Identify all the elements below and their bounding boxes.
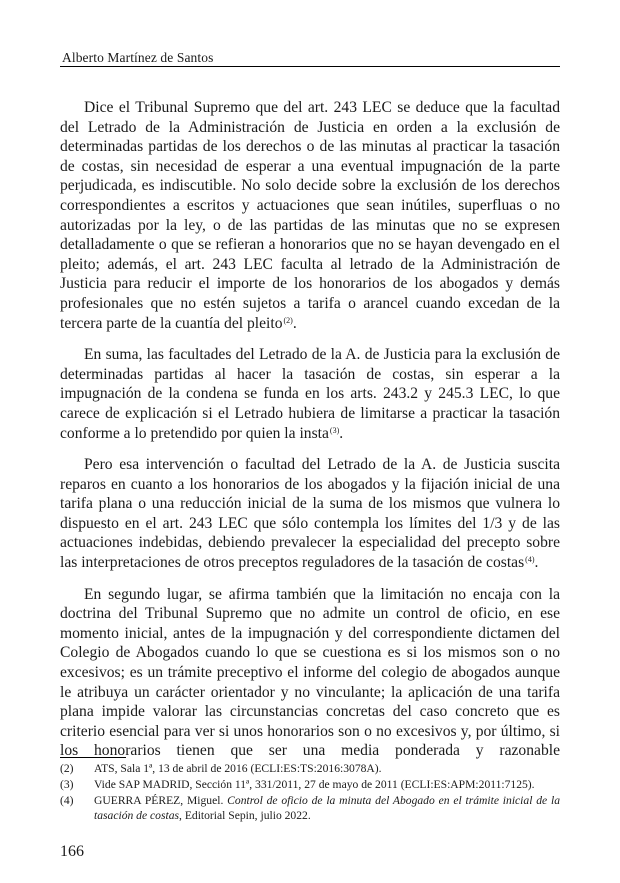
main-text xyxy=(60,98,560,761)
footnote xyxy=(60,777,560,793)
paragraph: En segundo lugar, se afirma también que la limitación no encaja con la doctrina del Tribunal Supremo que no admite un control de oficio, en ese momento inicial, antes de la impugnación y del correspondiente dictamen del Colegio de Abogados cuando lo que se cuestiona es si los mismos son o no excesivos; es un trámite preceptivo el informe del colegio de abogados aunque le atribuya un carácter orientador y no vinculante; la aplicación de una tarifa plana impide valorar las circunstancias concretas del caso concreto que es criterio esencial para ver si unos honorarios son o no excesivos y, por último, si los honorarios tienen que ser una media ponderada y razonable xyxy=(60,585,560,760)
footnote-ref[interactable]: (2) xyxy=(283,315,293,325)
footnote-text: GUERRA PÉREZ, Miguel. Control de oficio de la minuta del Abogado en el trámite inicial de la tasación de costas, Editorial Sepin, julio 2022. xyxy=(94,793,560,823)
footnote-ref[interactable]: (3) xyxy=(329,425,340,435)
footnote-number: (3) xyxy=(60,777,74,791)
footnote-number: (4) xyxy=(60,793,74,807)
page-number: 166 xyxy=(60,843,84,860)
footnote-text: ATS, Sala 1ª, 13 de abril de 2016 (ECLI:ES:TS:2016:3078A). xyxy=(94,762,382,775)
paragraph: Dice el Tribunal Supremo que del art. 243 LEC se deduce que la facultad del Letrado de la Administración de Justicia en orden a la exclusión de determinadas partidas de los derechos o de las minutas al practicar la tasación de costas, sin necesidad de esperar a una eventual impugnación de la parte perjudicada, es indiscutible. No solo decide sobre la exclusión de los derechos correspondientes a escritos y actuaciones que sean inútiles, superfluas o no autorizadas por la ley, o de las partidas de las minutas que no se expresen detalladamente o que se refieran a honorarios que no se hayan devengado en el pleito; además, el art. 243 LEC faculta al letrado de la Administración de Justicia para reducir el importe de los honorarios de los abogados y demás profesionales que no estén sujetos a tarifa o arancel cuando excedan de la tercera parte de la cuantía del pleito$^{(2)}$. xyxy=(60,99,560,332)
header-rule xyxy=(60,66,560,67)
footnote-number: (2) xyxy=(60,762,74,775)
footnote xyxy=(60,793,560,825)
paragraph: En suma, las facultades del Letrado de la A. de Justicia para la exclusión de determinadas partidas al hacer la tasación de costas, sin esperar a la impugnación de la condena se funda en los arts. 243.2 y 245.3 LEC, lo que carece de explicación si el Letrado hubiera de limitarse a practicar la tasación conforme a lo pretendido por quien la insta$^{(3)}$. xyxy=(60,346,560,442)
paragraph: Pero esa intervención o facultad del Letrado de la A. de Justicia suscita reparos en cuanto a los honorarios de los abogados y la fijación inicial de una tarifa plana o una reducción inicial de la suma de los mismos que vulnera lo dispuesto en el art. 243 LEC que sólo contempla los límites del 1/3 y de las actuaciones indebidas, debiendo prevalecer la especialidad del precepto sobre las interpretaciones de otros preceptos reguladores de la tasación de costas$^{(4)}$. xyxy=(60,456,560,572)
footnote-ref[interactable]: (4) xyxy=(525,555,535,565)
footnote-rule xyxy=(60,757,126,758)
footnote-text: Vide SAP MADRID, Sección 11ª, 331/2011, 27 de mayo de 2011 (ECLI:ES:APM:2011:7125). xyxy=(94,777,535,791)
footnote-title: Control de oficio de la minuta del Abogado en el trámite inicial de la tasación de costas xyxy=(94,793,560,823)
footnotes xyxy=(60,761,560,824)
footnote xyxy=(60,761,560,777)
running-head: Alberto Martínez de Santos xyxy=(62,50,214,65)
